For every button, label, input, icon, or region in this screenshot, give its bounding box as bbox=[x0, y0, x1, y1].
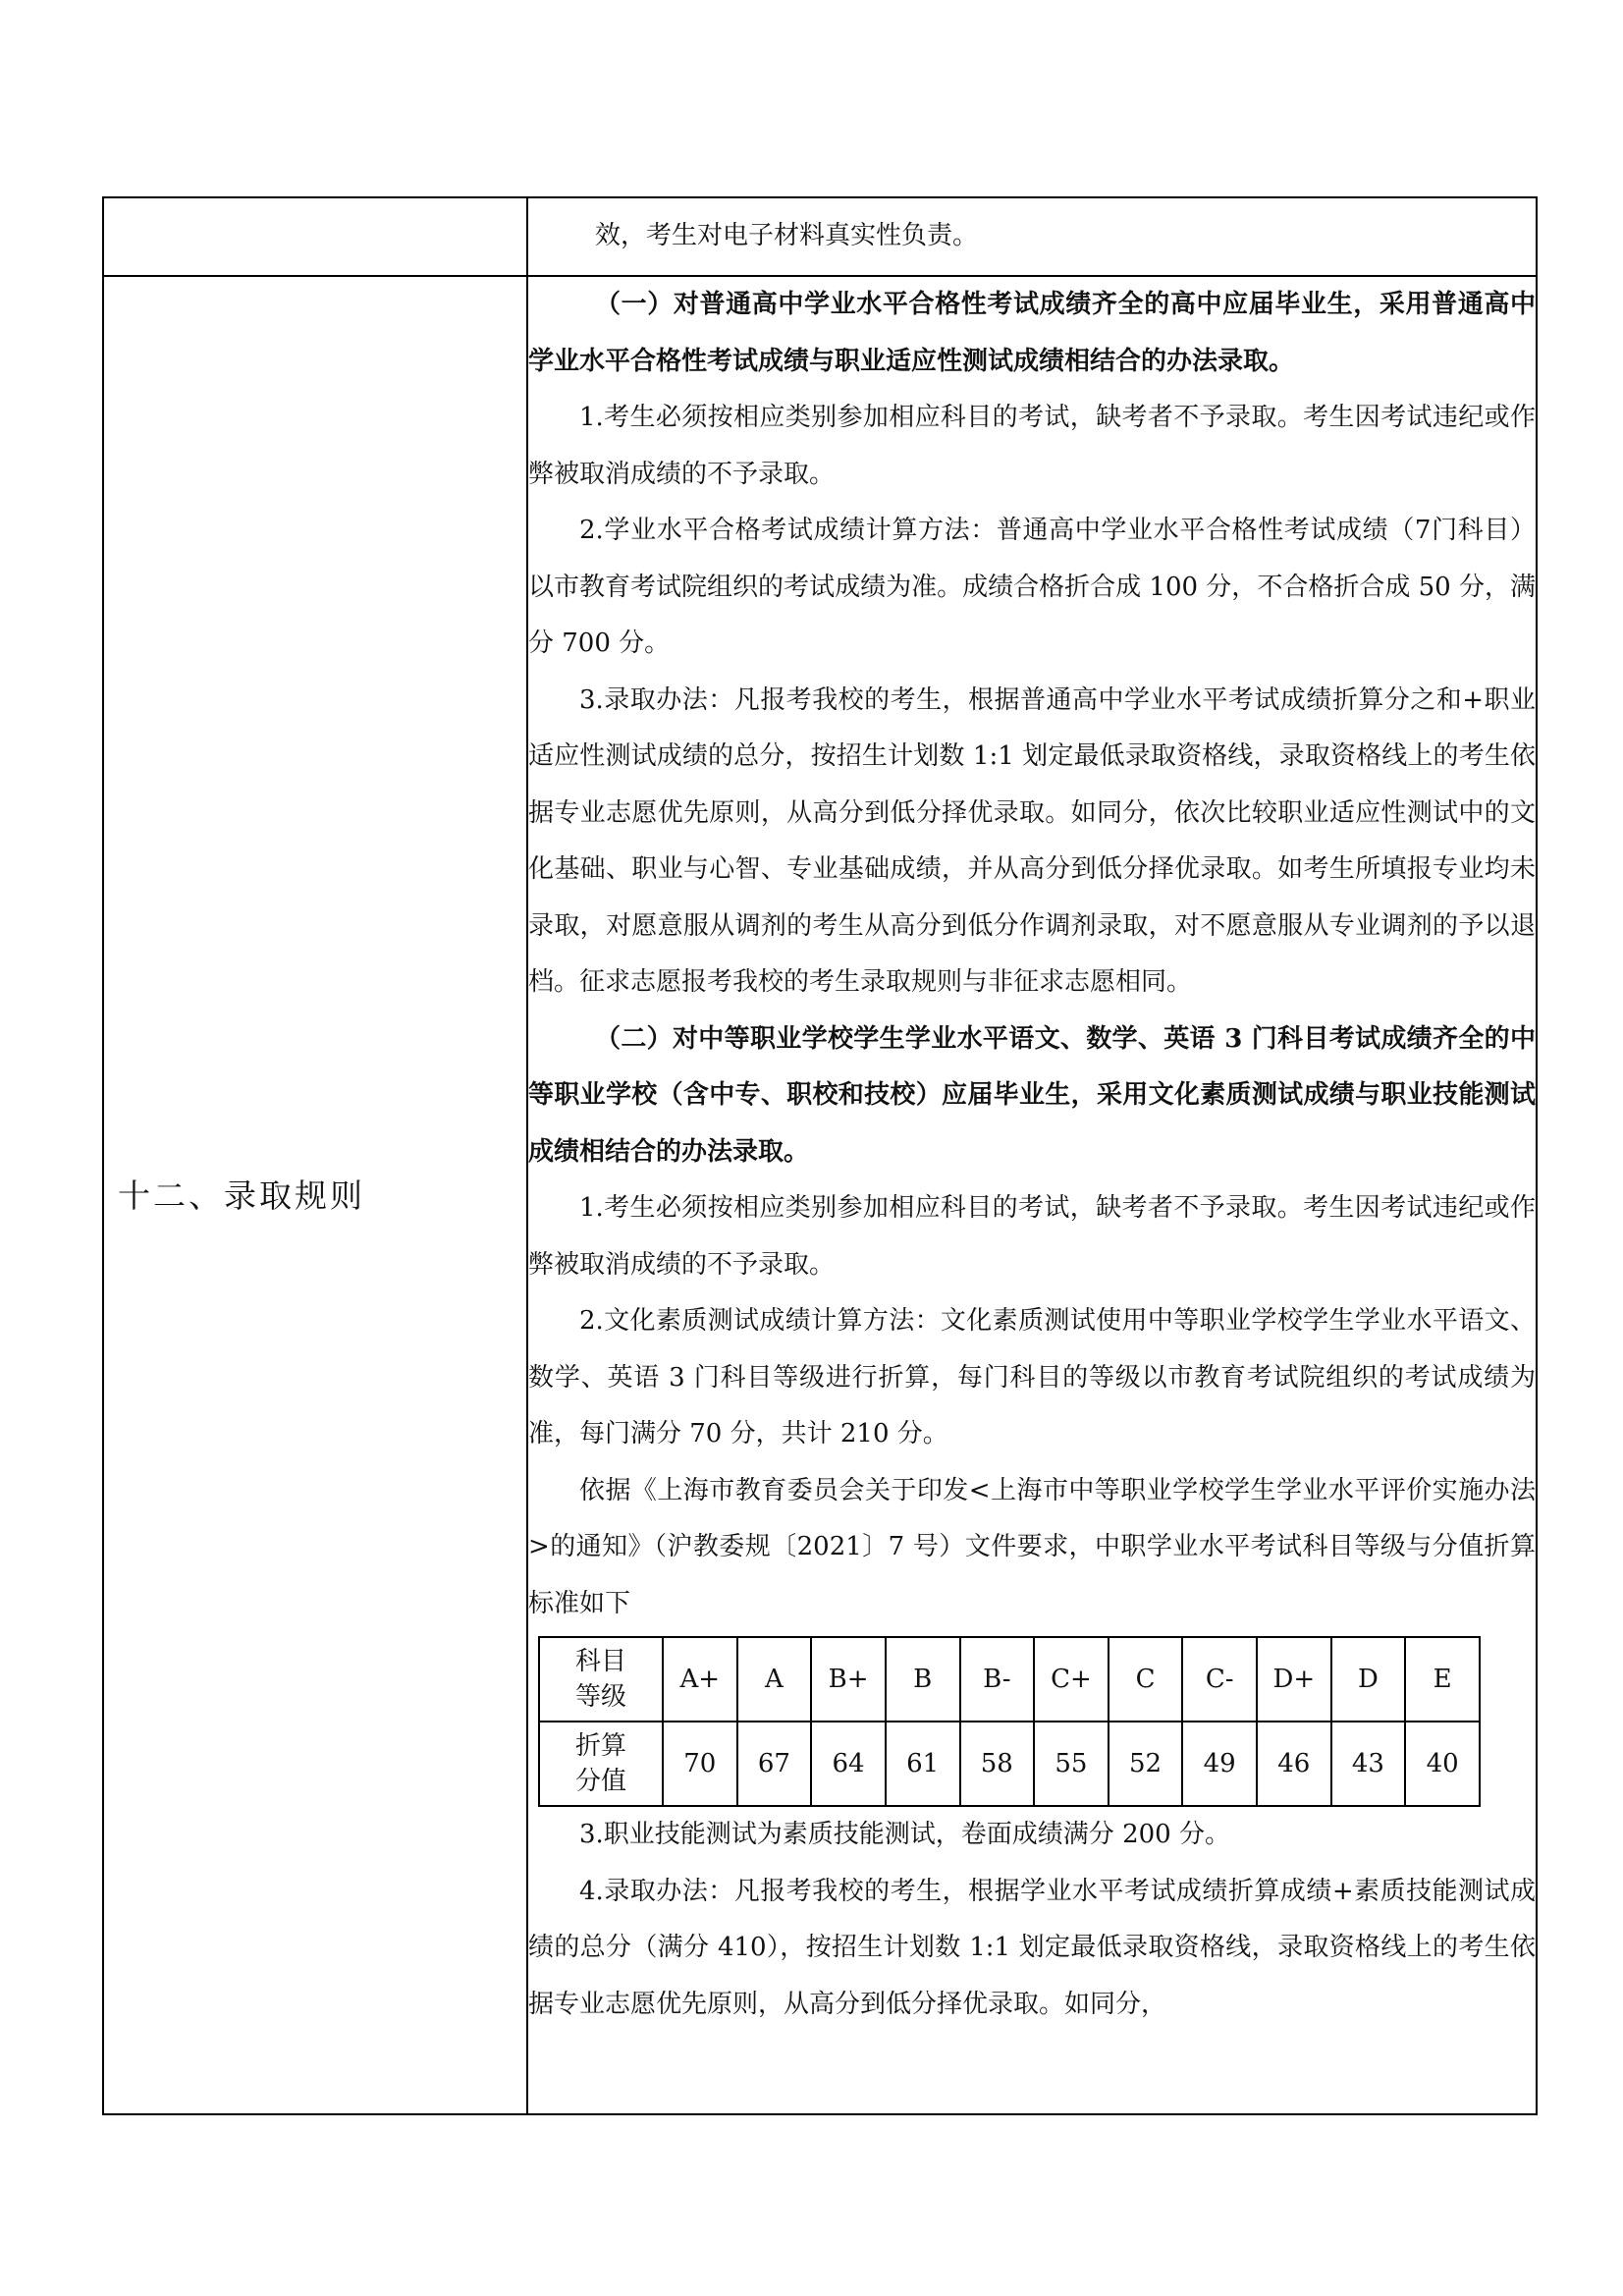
admission-rules-row bbox=[103, 276, 1537, 2114]
part2-item-1: 1.考生必须按相应类别参加相应科目的考试，缺考者不予录取。考生因考试违纪或作弊被取消成绩的不予录取。 bbox=[528, 1193, 1536, 1280]
part2-heading: （二）对中等职业学校学生学业水平语文、数学、英语 3 门科目考试成绩齐全的中等职业学校（含中专、职校和技校）应届毕业生，采用文化素质测试成绩与职业技能测试成绩相结合的办法录取。 bbox=[528, 1023, 1536, 1167]
continued-text: 效，考生对电子材料真实性负责。 bbox=[595, 221, 979, 250]
value-cell: 46 bbox=[1257, 1722, 1331, 1806]
part1-heading: （一）对普通高中学业水平合格性考试成绩齐全的高中应届毕业生，采用普通高中学业水平合格性考试成绩与职业适应性测试成绩相结合的办法录取。 bbox=[528, 290, 1536, 376]
admission-rules-content bbox=[527, 276, 1537, 2114]
value-cell: 40 bbox=[1405, 1722, 1480, 1806]
part2-basis: 依据《上海市教育委员会关于印发<上海市中等职业学校学生学业水平评价实施办法>的通知》（沪教委规〔2021〕7 号）文件要求，中职学业水平考试科目等级与分值折算标准如下 bbox=[528, 1475, 1536, 1618]
part1-item-3: 3.录取办法：凡报考我校的考生，根据普通高中学业水平考试成绩折算分之和+职业适应性测试成绩的总分，按招生计划数 1:1 划定最低录取资格线，录取资格线上的考生依据专业志愿优先原则，从高分到低分择优录取。如同分，依次比较职业适应性测试中的文化基础、职业与心智、专业基础成绩，并从高分到低分择优录取。如考生所填报专业均未录取，对愿意服从调剂的考生从高分到低分作调剂录取，对不愿意服从专业调剂的予以退档。征求志愿报考我校的考生录取规则与非征求志愿相同。 bbox=[528, 684, 1536, 997]
value-row-label: 折算分值 bbox=[539, 1722, 663, 1806]
value-cell: 52 bbox=[1109, 1722, 1183, 1806]
value-cell: 70 bbox=[663, 1722, 737, 1806]
grade-cell: B- bbox=[960, 1637, 1035, 1722]
grade-cell: B+ bbox=[811, 1637, 886, 1722]
grade-cell: E bbox=[1405, 1637, 1480, 1722]
value-cell: 58 bbox=[960, 1722, 1035, 1806]
part1-item-1: 1.考生必须按相应类别参加相应科目的考试，缺考者不予录取。考生因考试违纪或作弊被取消成绩的不予录取。 bbox=[528, 403, 1536, 489]
value-cell: 49 bbox=[1182, 1722, 1257, 1806]
grade-cell: D bbox=[1331, 1637, 1406, 1722]
grade-row-label: 科目等级 bbox=[539, 1637, 663, 1722]
value-cell: 64 bbox=[811, 1722, 886, 1806]
part2-item-3: 3.职业技能测试为素质技能测试，卷面成绩满分 200 分。 bbox=[579, 1820, 1230, 1849]
part1-item-2: 2.学业水平合格考试成绩计算方法：普通高中学业水平合格性考试成绩（7门科目）以市教育考试院组织的考试成绩为准。成绩合格折合成 100 分，不合格折合成 50 分，满分 700 分。 bbox=[528, 516, 1536, 658]
grade-cell: C+ bbox=[1034, 1637, 1109, 1722]
grade-row bbox=[539, 1637, 1480, 1722]
value-row bbox=[539, 1722, 1480, 1806]
value-cell: 43 bbox=[1331, 1722, 1406, 1806]
grade-conversion-table bbox=[538, 1636, 1481, 1807]
grade-cell: C- bbox=[1182, 1637, 1257, 1722]
section-title: 十二、录取规则 bbox=[103, 276, 527, 2114]
grade-cell: A+ bbox=[663, 1637, 737, 1722]
empty-left-cell bbox=[103, 197, 527, 276]
value-cell: 67 bbox=[737, 1722, 812, 1806]
value-cell: 55 bbox=[1034, 1722, 1109, 1806]
part2-item-4: 4.录取办法：凡报考我校的考生，根据学业水平考试成绩折算成绩+素质技能测试成绩的总分（满分 410），按招生计划数 1:1 划定最低录取资格线，录取资格线上的考生依据专业志愿优先原则，从高分到低分择优录取。如同分， bbox=[528, 1876, 1536, 2019]
grade-cell: A bbox=[737, 1637, 812, 1722]
grade-cell: C bbox=[1109, 1637, 1183, 1722]
continued-row bbox=[103, 197, 1537, 276]
grade-cell: B bbox=[886, 1637, 960, 1722]
part2-item-2: 2.文化素质测试成绩计算方法：文化素质测试使用中等职业学校学生学业水平语文、数学、英语 3 门科目等级进行折算，每门科目的等级以市教育考试院组织的考试成绩为准，每门满分 70 分，共计 210 分。 bbox=[528, 1306, 1536, 1449]
admission-rules-table bbox=[102, 196, 1538, 2115]
grade-cell: D+ bbox=[1257, 1637, 1331, 1722]
value-cell: 61 bbox=[886, 1722, 960, 1806]
continued-cell bbox=[527, 197, 1537, 276]
